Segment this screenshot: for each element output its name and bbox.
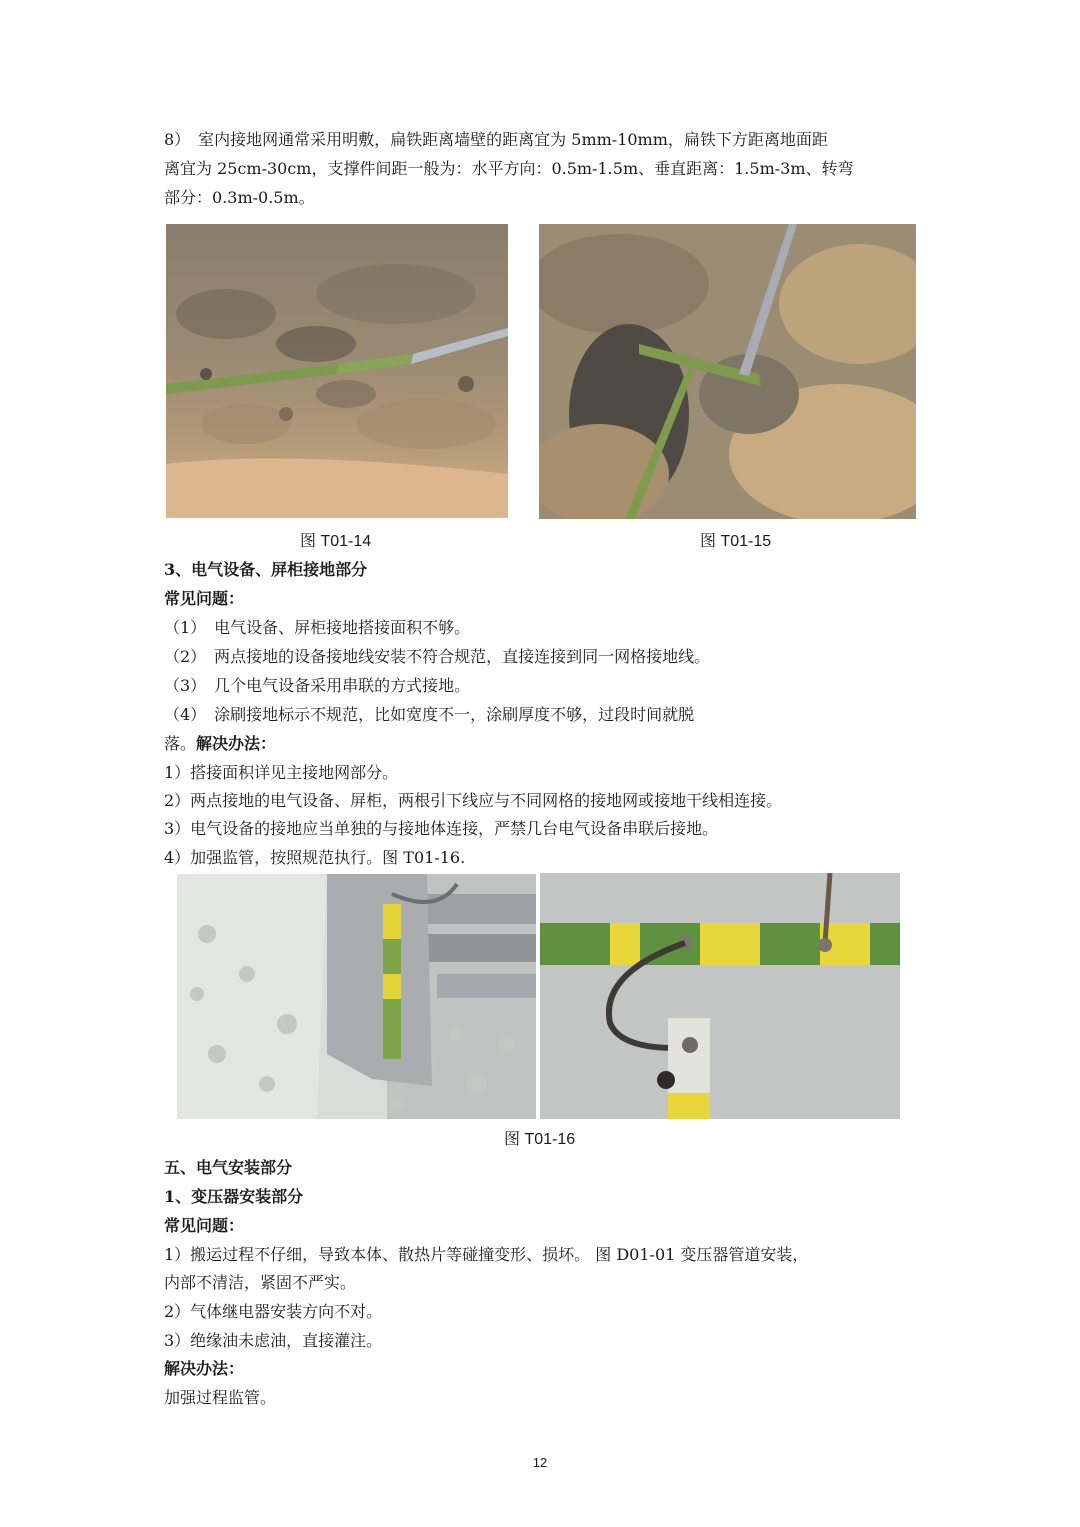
section-3-solutions-title: 解决办法： bbox=[196, 734, 277, 753]
cabinet-ground-photo bbox=[177, 874, 536, 1119]
section-5-sub1: 1、变压器安装部分 bbox=[164, 1187, 304, 1206]
section-3-solution-4: 4）加强监管，按照规范执行。图 T01-16. bbox=[164, 848, 466, 867]
section-3-problem-2: （2） 两点接地的设备接地线安装不符合规范，直接连接到同一网格接地线。 bbox=[164, 647, 711, 666]
trench-photo-left bbox=[166, 224, 508, 518]
section-5-problems-title: 常见问题： bbox=[164, 1216, 245, 1235]
section-3-problem-3: （3） 几个电气设备采用串联的方式接地。 bbox=[164, 676, 471, 695]
photo-t01-15 bbox=[539, 224, 916, 519]
section-5-solutions-title: 解决办法： bbox=[164, 1359, 245, 1378]
figure-caption-t01-15: 图 T01-15 bbox=[700, 533, 772, 550]
para8-line1: 8） 室内接地网通常采用明敷，扁铁距离墙壁的距离宜为 5mm-10mm，扁铁下方距离地面距 bbox=[164, 130, 828, 149]
problem-4-tail: 落。 bbox=[164, 734, 197, 753]
section-5-problem-1-line1: 1）搬运过程不仔细，导致本体、散热片等碰撞变形、损坏。 图 D01-01 变压器管道安装， bbox=[164, 1245, 809, 1264]
section-5-problem-3: 3）绝缘油未虑油，直接灌注。 bbox=[164, 1331, 383, 1350]
photo-t01-16-left bbox=[177, 874, 536, 1119]
section-5-problem-2: 2）气体继电器安装方向不对。 bbox=[164, 1302, 383, 1321]
section-3-problem-4: （4） 涂刷接地标示不规范，比如宽度不一，涂刷厚度不够，过段时间就脱 bbox=[164, 705, 695, 724]
para8-line3: 部分：0.3m-0.5m。 bbox=[164, 188, 315, 207]
section-5-solution-1: 加强过程监管。 bbox=[164, 1388, 277, 1407]
section-3-solution-2: 2）两点接地的电气设备、屏柜，两根引下线应与不同网格的接地网或接地干线相连接。 bbox=[164, 791, 783, 810]
section-3-heading: 3、电气设备、屏柜接地部分 bbox=[164, 560, 368, 579]
photo-t01-14 bbox=[166, 224, 508, 518]
section-5-problem-1-line2: 内部不清洁，紧固不严实。 bbox=[164, 1273, 357, 1292]
section-3-solution-3: 3）电气设备的接地应当单独的与接地体连接，严禁几台电气设备串联后接地。 bbox=[164, 819, 719, 838]
para8-line2: 离宜为 25cm-30cm，支撑件间距一般为：水平方向：0.5m-1.5m、垂直距离：1.5m-3m、转弯 bbox=[164, 159, 854, 178]
section-3-solution-1: 1）搭接面积详见主接地网部分。 bbox=[164, 763, 399, 782]
section-3-problem-4-cont bbox=[164, 733, 276, 755]
section-3-problem-1: （1） 电气设备、屏柜接地搭接面积不够。 bbox=[164, 618, 471, 637]
section-3-problems-title: 常见问题： bbox=[164, 589, 245, 608]
figure-caption-t01-14: 图 T01-14 bbox=[300, 533, 372, 550]
figure-caption-t01-16: 图 T01-16 bbox=[504, 1131, 576, 1148]
trench-photo-right bbox=[539, 224, 916, 519]
section-5-heading: 五、电气安装部分 bbox=[164, 1158, 293, 1177]
photo-t01-16-right bbox=[540, 873, 900, 1119]
page-number: 12 bbox=[532, 1455, 548, 1470]
ground-bar-photo bbox=[540, 873, 900, 1119]
